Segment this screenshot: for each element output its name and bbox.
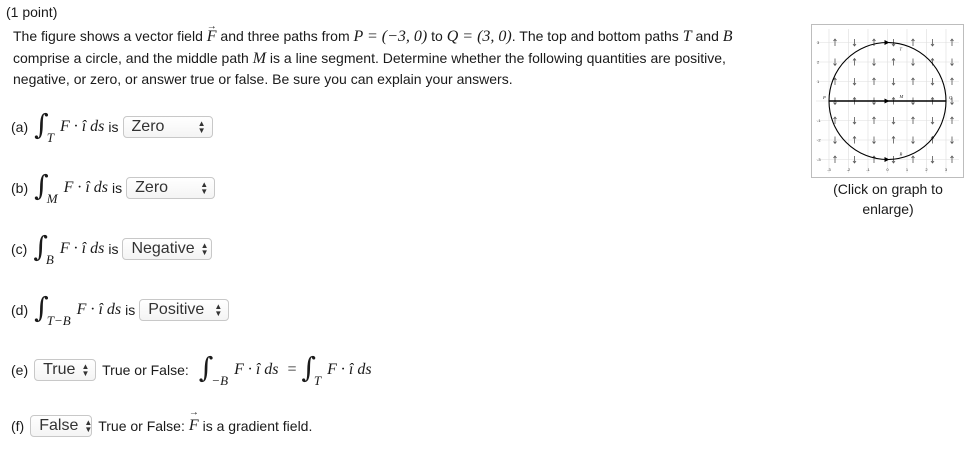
answer-select-e[interactable] bbox=[34, 359, 96, 381]
integral bbox=[198, 351, 229, 388]
answer-select-c[interactable] bbox=[122, 238, 212, 260]
prompt-text: and bbox=[691, 28, 723, 44]
vector-field-plot bbox=[812, 25, 963, 177]
select-value: True bbox=[43, 361, 76, 378]
select-arrows-icon: ▲ ▼ bbox=[197, 119, 206, 135]
path-M: M bbox=[252, 49, 267, 67]
prompt-text: comprise a circle, and the middle path bbox=[13, 49, 253, 66]
integral bbox=[34, 291, 71, 328]
integral-sign: ∫ bbox=[301, 351, 316, 384]
integrand: F · î ds bbox=[59, 118, 105, 135]
select-arrows-icon: ▲ ▼ bbox=[214, 302, 223, 318]
select-arrows-icon: ▲ ▼ bbox=[84, 418, 93, 434]
integral bbox=[34, 108, 54, 145]
integral-sign: ∫ bbox=[34, 169, 49, 202]
path-B: B bbox=[722, 28, 733, 45]
vector-field-graph[interactable] bbox=[811, 24, 964, 178]
answer-select-f[interactable] bbox=[30, 415, 92, 437]
y-tick-label: 3 bbox=[817, 40, 820, 45]
path-T: T bbox=[682, 28, 692, 45]
select-arrows-icon: ▲ ▼ bbox=[200, 180, 209, 196]
integrand: F · î ds bbox=[234, 361, 279, 378]
select-value: Negative bbox=[131, 240, 195, 257]
x-tick-label: -2 bbox=[846, 167, 851, 172]
path-label: M bbox=[899, 94, 904, 99]
integral bbox=[301, 351, 322, 388]
question-b bbox=[11, 169, 215, 206]
answer-select-a[interactable] bbox=[123, 116, 213, 138]
is-text: is bbox=[112, 180, 123, 196]
select-arrows-icon: ▲ ▼ bbox=[81, 362, 90, 378]
select-value: Zero bbox=[131, 118, 165, 135]
integrand: F · î ds bbox=[63, 179, 109, 196]
path-T-arrow bbox=[885, 40, 890, 45]
x-tick-label: -1 bbox=[866, 167, 870, 172]
is-text: is bbox=[125, 302, 136, 318]
problem-prompt bbox=[13, 26, 773, 90]
prompt-text: The figure shows a vector field bbox=[13, 28, 207, 44]
gradient-text: is a gradient field. bbox=[202, 418, 313, 434]
question-f bbox=[11, 411, 312, 441]
point-Q: Q = (3, 0) bbox=[446, 28, 512, 45]
integral-sign: ∫ bbox=[34, 108, 49, 141]
x-tick-label: -3 bbox=[827, 167, 831, 172]
y-tick-label: 1 bbox=[817, 79, 820, 84]
is-text: is bbox=[108, 119, 119, 135]
true-false-text: True or False: bbox=[98, 418, 185, 434]
prompt-text: and three paths from bbox=[216, 28, 354, 44]
prompt-text: to bbox=[427, 28, 447, 44]
true-false-text: True or False: bbox=[102, 362, 189, 378]
integrand: F · î ds bbox=[327, 361, 372, 378]
integral-subscript: M bbox=[46, 191, 58, 206]
integral bbox=[33, 230, 54, 267]
integral-sign: ∫ bbox=[33, 230, 48, 263]
question-label: (c) bbox=[11, 241, 28, 257]
question-label: (f) bbox=[11, 418, 25, 434]
integral-subscript: T−B bbox=[46, 313, 71, 328]
integral-subscript: T bbox=[46, 130, 54, 145]
path-label: T bbox=[899, 46, 903, 52]
x-tick-label: 1 bbox=[905, 167, 909, 172]
question-c bbox=[11, 230, 212, 267]
graph-caption: (Click on graph to enlarge) bbox=[833, 181, 943, 217]
path-label: B bbox=[899, 151, 903, 157]
integral-sign: ∫ bbox=[34, 291, 49, 324]
integral-subscript: T bbox=[313, 373, 322, 388]
x-tick-label: 0 bbox=[886, 167, 889, 172]
question-label: (b) bbox=[11, 180, 29, 196]
path-label: Q bbox=[949, 95, 953, 100]
integral-sign: ∫ bbox=[198, 351, 214, 384]
y-tick-label: -3 bbox=[817, 157, 821, 162]
equals-sign: = bbox=[286, 361, 298, 378]
select-value: Positive bbox=[148, 301, 205, 318]
path-label: P bbox=[823, 95, 826, 100]
integral-subscript: −B bbox=[211, 373, 229, 388]
points-label: (1 point) bbox=[6, 4, 58, 20]
prompt-text: . The top and bottom paths bbox=[511, 28, 683, 44]
integrand: F · î ds bbox=[59, 240, 105, 257]
question-label: (a) bbox=[11, 119, 29, 135]
vector-F: → F bbox=[189, 417, 199, 435]
answer-select-b[interactable] bbox=[126, 177, 215, 199]
question-d bbox=[11, 291, 229, 328]
x-tick-label: 2 bbox=[925, 167, 928, 172]
question-label: (e) bbox=[11, 362, 29, 378]
integral-subscript: B bbox=[45, 252, 54, 267]
path-M-arrow bbox=[885, 99, 890, 104]
y-tick-label: 2 bbox=[817, 59, 820, 65]
integral bbox=[34, 169, 58, 206]
y-tick-label: -1 bbox=[817, 118, 821, 123]
is-text: is bbox=[108, 241, 119, 257]
y-tick-label: -2 bbox=[817, 137, 821, 143]
path-B-arrow bbox=[885, 157, 890, 162]
select-arrows-icon: ▲ ▼ bbox=[200, 241, 209, 257]
integrand: F · î ds bbox=[76, 301, 122, 318]
vector-F: → F bbox=[207, 27, 217, 48]
x-tick-label: 3 bbox=[944, 167, 948, 172]
question-e bbox=[11, 351, 376, 388]
answer-select-d[interactable] bbox=[139, 299, 229, 321]
question-a bbox=[11, 108, 213, 145]
select-value: False bbox=[39, 417, 79, 434]
select-value: Zero bbox=[135, 179, 169, 196]
prompt-text: is a line segment. Determine whether the following quantities are positive, negative, or zero, or answer true or false. Be sure you can explain your answers. bbox=[13, 49, 726, 87]
question-label: (d) bbox=[11, 302, 29, 318]
point-P: P = (−3, 0) bbox=[353, 28, 428, 45]
